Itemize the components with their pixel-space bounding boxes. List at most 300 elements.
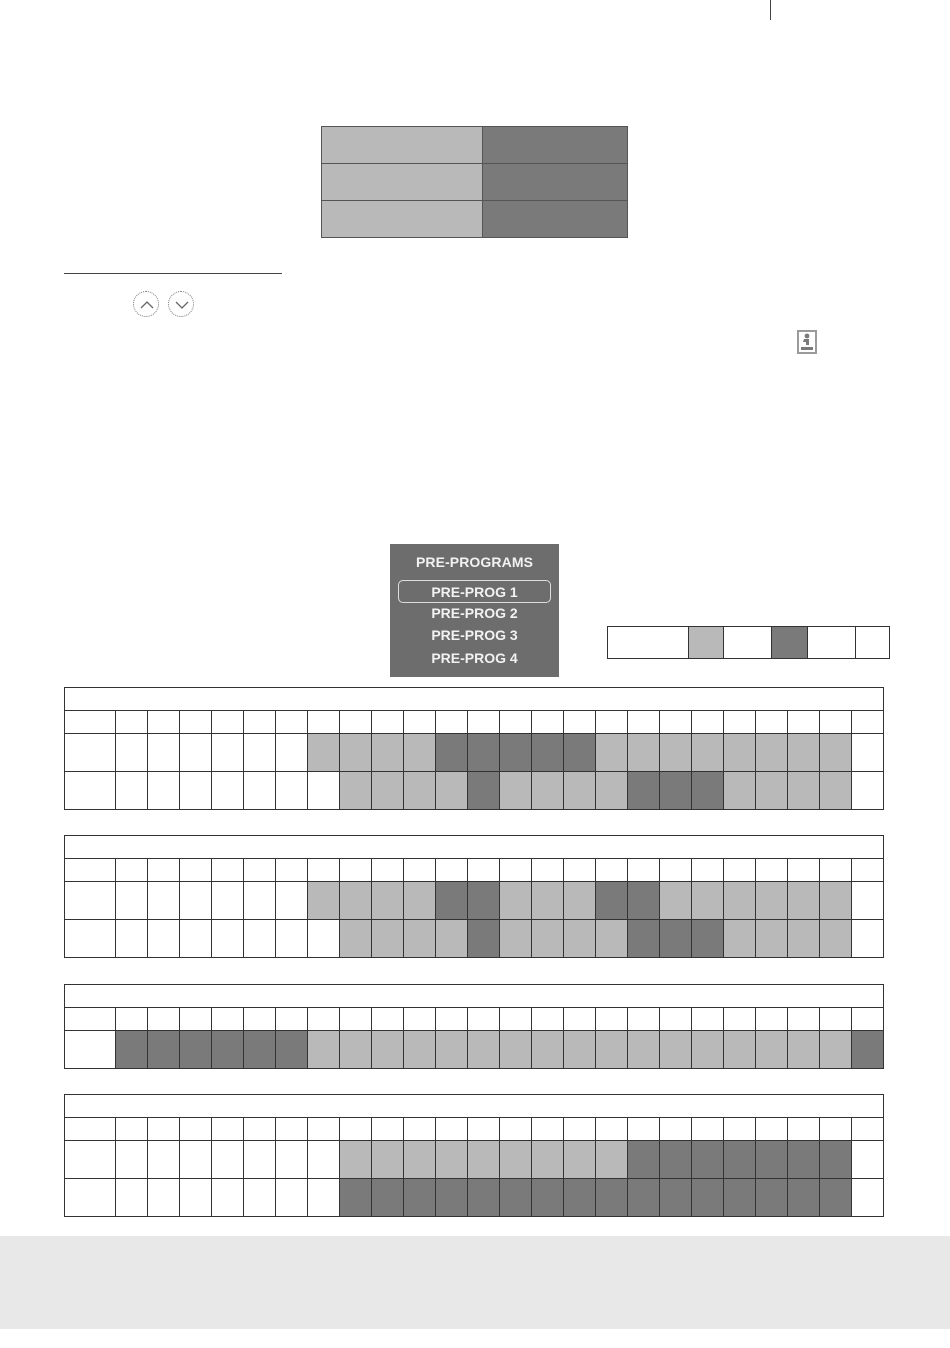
schedule-slot — [756, 1141, 788, 1179]
schedule-slot — [564, 1179, 596, 1217]
hour-cell — [820, 1008, 852, 1031]
schedule-slot — [244, 734, 276, 772]
hour-cell — [660, 1118, 692, 1141]
schedule-slot — [308, 1031, 340, 1069]
hour-cell — [468, 1118, 500, 1141]
hour-cell — [436, 1118, 468, 1141]
hour-cell — [180, 859, 212, 882]
hour-cell — [244, 1118, 276, 1141]
info-cell — [322, 127, 483, 164]
schedule-slot — [308, 1141, 340, 1179]
day-label-cell — [65, 1118, 116, 1141]
schedule-slot — [404, 1031, 436, 1069]
schedule-slot — [628, 734, 660, 772]
hour-cell — [500, 1118, 532, 1141]
schedule-slot — [628, 1179, 660, 1217]
schedule-slot — [404, 1141, 436, 1179]
schedule-slot — [820, 920, 852, 958]
schedule-slot — [596, 1179, 628, 1217]
schedule-slot — [340, 1031, 372, 1069]
hour-cell — [724, 1118, 756, 1141]
hour-cell — [180, 1118, 212, 1141]
schedule-slot — [244, 772, 276, 810]
schedule-slot — [852, 920, 884, 958]
hour-cell — [628, 1118, 660, 1141]
schedule-slot — [788, 1141, 820, 1179]
info-cell — [483, 164, 628, 201]
schedule-slot — [180, 1141, 212, 1179]
schedule-slot — [660, 920, 692, 958]
schedule-slot — [660, 882, 692, 920]
schedule-slot — [660, 1031, 692, 1069]
hour-cell — [276, 711, 308, 734]
schedule-slot — [404, 882, 436, 920]
schedule-slot — [788, 920, 820, 958]
hour-cell — [852, 1008, 884, 1031]
schedule-slot — [660, 772, 692, 810]
hour-cell — [564, 1118, 596, 1141]
day-label-cell — [65, 859, 116, 882]
hour-cell — [212, 859, 244, 882]
hour-cell — [308, 1008, 340, 1031]
hour-cell — [756, 859, 788, 882]
schedule-slot — [564, 1141, 596, 1179]
schedule-slot — [212, 1031, 244, 1069]
schedule-slot — [500, 1179, 532, 1217]
hour-cell — [852, 859, 884, 882]
hour-cell — [404, 1118, 436, 1141]
schedule-slot — [564, 772, 596, 810]
schedule-slot — [276, 920, 308, 958]
schedule-slot — [148, 920, 180, 958]
legend-swatch — [724, 627, 772, 659]
schedule-title-cell — [65, 836, 884, 859]
schedule-slot — [724, 1031, 756, 1069]
menu-item-pre-prog-4[interactable]: PRE-PROG 4 — [431, 650, 518, 666]
hour-cell — [628, 711, 660, 734]
schedule-title-cell — [65, 985, 884, 1008]
hour-cell — [436, 711, 468, 734]
schedule-slot — [372, 734, 404, 772]
hour-cell — [276, 859, 308, 882]
schedule-slot — [308, 882, 340, 920]
schedule-table — [64, 687, 884, 810]
hour-cell — [500, 859, 532, 882]
schedule-slot — [340, 920, 372, 958]
hour-cell — [116, 1118, 148, 1141]
hour-cell — [788, 711, 820, 734]
hour-cell — [660, 1008, 692, 1031]
schedule-slot — [148, 1031, 180, 1069]
schedule-slot — [692, 1179, 724, 1217]
hour-cell — [212, 1008, 244, 1031]
schedule-slot — [596, 1031, 628, 1069]
hour-cell — [372, 1118, 404, 1141]
schedule-slot — [372, 1179, 404, 1217]
schedule-slot — [820, 734, 852, 772]
schedule-slot — [436, 1031, 468, 1069]
hour-cell — [788, 859, 820, 882]
schedule-slot — [564, 734, 596, 772]
schedule-slot — [276, 772, 308, 810]
schedule-slot — [660, 1179, 692, 1217]
hour-cell — [308, 859, 340, 882]
schedule-slot — [212, 1179, 244, 1217]
schedule-slot — [692, 920, 724, 958]
hour-cell — [340, 1008, 372, 1031]
schedule-slot — [180, 882, 212, 920]
schedule-slot — [116, 1031, 148, 1069]
schedule-slot — [468, 1031, 500, 1069]
hour-cell — [308, 711, 340, 734]
hour-cell — [340, 1118, 372, 1141]
margin-line — [770, 0, 771, 20]
hour-cell — [724, 1008, 756, 1031]
hour-cell — [756, 1118, 788, 1141]
schedule-slot — [340, 1141, 372, 1179]
schedule-slot — [244, 1031, 276, 1069]
schedule-slot — [564, 1031, 596, 1069]
schedule-slot — [532, 734, 564, 772]
schedule-title-cell — [65, 688, 884, 711]
hour-cell — [596, 859, 628, 882]
schedule-slot — [852, 1141, 884, 1179]
hour-cell — [596, 711, 628, 734]
hour-cell — [660, 711, 692, 734]
hour-cell — [564, 859, 596, 882]
schedule-slot — [116, 1179, 148, 1217]
schedule-slot — [212, 734, 244, 772]
schedule-slot — [596, 772, 628, 810]
schedule-slot — [180, 1179, 212, 1217]
schedule-title-cell — [65, 1095, 884, 1118]
schedule-slot — [468, 1179, 500, 1217]
schedule-slot — [852, 734, 884, 772]
schedule-slot — [724, 772, 756, 810]
hour-cell — [468, 711, 500, 734]
hour-cell — [852, 711, 884, 734]
schedule-slot — [436, 920, 468, 958]
schedule-slot — [308, 1179, 340, 1217]
legend-swatch — [608, 627, 689, 659]
schedule-slot — [692, 1141, 724, 1179]
hour-cell — [724, 711, 756, 734]
schedule-slot — [276, 1141, 308, 1179]
info-cell — [322, 201, 483, 238]
hour-cell — [660, 859, 692, 882]
hour-cell — [532, 711, 564, 734]
hour-cell — [180, 1008, 212, 1031]
schedule-slot — [372, 1141, 404, 1179]
hour-cell — [692, 1118, 724, 1141]
schedule-slot — [436, 734, 468, 772]
schedule-slot — [212, 1141, 244, 1179]
schedule-slot — [244, 920, 276, 958]
schedule-slot — [276, 1031, 308, 1069]
schedule-slot — [756, 734, 788, 772]
info-table — [321, 126, 628, 238]
hour-cell — [756, 711, 788, 734]
schedule-slot — [692, 734, 724, 772]
menu-item-pre-prog-3[interactable]: PRE-PROG 3 — [431, 627, 518, 643]
day-label-cell — [65, 711, 116, 734]
schedule-slot — [180, 1031, 212, 1069]
menu-item-pre-prog-2[interactable]: PRE-PROG 2 — [431, 605, 518, 621]
schedule-slot — [500, 734, 532, 772]
hour-cell — [500, 1008, 532, 1031]
schedule-slot — [468, 920, 500, 958]
schedule-slot — [116, 1141, 148, 1179]
schedule-slot — [500, 920, 532, 958]
schedule-slot — [468, 882, 500, 920]
schedule-slot — [404, 734, 436, 772]
schedule-slot — [116, 920, 148, 958]
hour-cell — [404, 711, 436, 734]
hour-cell — [276, 1008, 308, 1031]
hour-cell — [692, 1008, 724, 1031]
schedule-slot — [404, 920, 436, 958]
schedule-slot — [756, 920, 788, 958]
schedule-slot — [340, 734, 372, 772]
schedule-slot — [244, 1141, 276, 1179]
hour-cell — [244, 859, 276, 882]
hour-cell — [596, 1118, 628, 1141]
schedule-table — [64, 1094, 884, 1217]
schedule-slot — [724, 920, 756, 958]
schedule-slot — [436, 772, 468, 810]
hour-cell — [148, 711, 180, 734]
hour-cell — [404, 859, 436, 882]
schedule-slot — [308, 920, 340, 958]
info-cell — [483, 127, 628, 164]
schedule-slot — [724, 734, 756, 772]
schedule-slot — [820, 1031, 852, 1069]
schedule-slot — [532, 772, 564, 810]
hour-cell — [212, 1118, 244, 1141]
hour-cell — [756, 1008, 788, 1031]
schedule-slot — [628, 882, 660, 920]
legend-swatch — [808, 627, 856, 659]
schedule-slot — [244, 882, 276, 920]
schedule-slot — [148, 772, 180, 810]
schedule-slot — [852, 1031, 884, 1069]
hour-cell — [532, 1118, 564, 1141]
schedule-slot — [180, 734, 212, 772]
schedule-slot — [660, 734, 692, 772]
day-label-cell — [65, 772, 116, 810]
schedule-slot — [596, 882, 628, 920]
hour-cell — [372, 859, 404, 882]
hour-cell — [436, 859, 468, 882]
hour-cell — [148, 1118, 180, 1141]
schedule-slot — [372, 920, 404, 958]
schedule-slot — [180, 920, 212, 958]
day-label-cell — [65, 1031, 116, 1069]
schedule-slot — [660, 1141, 692, 1179]
info-cell — [322, 164, 483, 201]
schedule-slot — [436, 882, 468, 920]
schedule-slot — [692, 1031, 724, 1069]
schedule-slot — [500, 772, 532, 810]
hour-cell — [404, 1008, 436, 1031]
hour-cell — [788, 1008, 820, 1031]
hour-cell — [372, 711, 404, 734]
hour-cell — [628, 859, 660, 882]
hour-cell — [276, 1118, 308, 1141]
hour-cell — [212, 711, 244, 734]
day-label-cell — [65, 920, 116, 958]
pre-programs-menu — [390, 544, 559, 677]
schedule-slot — [820, 1179, 852, 1217]
legend-swatch — [772, 627, 808, 659]
schedule-slot — [500, 1031, 532, 1069]
hour-cell — [820, 1118, 852, 1141]
hour-cell — [116, 711, 148, 734]
hour-cell — [436, 1008, 468, 1031]
hour-cell — [532, 859, 564, 882]
schedule-slot — [404, 772, 436, 810]
hour-cell — [244, 711, 276, 734]
schedule-slot — [820, 882, 852, 920]
schedule-slot — [532, 1179, 564, 1217]
schedule-slot — [596, 1141, 628, 1179]
section-rule — [64, 273, 282, 274]
standby-person-icon — [797, 330, 817, 359]
schedule-slot — [852, 772, 884, 810]
hour-cell — [564, 711, 596, 734]
schedule-slot — [436, 1141, 468, 1179]
schedule-table — [64, 984, 884, 1069]
schedule-slot — [564, 920, 596, 958]
schedule-slot — [340, 772, 372, 810]
schedule-slot — [372, 772, 404, 810]
hour-cell — [724, 859, 756, 882]
schedule-slot — [596, 734, 628, 772]
footer-band — [0, 1236, 950, 1329]
hour-cell — [468, 859, 500, 882]
schedule-slot — [308, 734, 340, 772]
schedule-slot — [308, 772, 340, 810]
schedule-slot — [212, 882, 244, 920]
schedule-slot — [756, 772, 788, 810]
schedule-slot — [116, 882, 148, 920]
hour-cell — [340, 859, 372, 882]
hour-cell — [468, 1008, 500, 1031]
hour-cell — [820, 859, 852, 882]
hour-cell — [244, 1008, 276, 1031]
schedule-slot — [340, 1179, 372, 1217]
menu-title: PRE-PROGRAMS — [415, 554, 534, 570]
schedule-slot — [276, 882, 308, 920]
schedule-slot — [820, 1141, 852, 1179]
day-label-cell — [65, 882, 116, 920]
hour-cell — [628, 1008, 660, 1031]
schedule-slot — [372, 882, 404, 920]
schedule-slot — [692, 772, 724, 810]
schedule-slot — [532, 882, 564, 920]
schedule-slot — [756, 1031, 788, 1069]
hour-cell — [116, 1008, 148, 1031]
legend-swatch — [689, 627, 724, 659]
schedule-slot — [788, 882, 820, 920]
schedule-slot — [500, 1141, 532, 1179]
schedule-slot — [564, 882, 596, 920]
schedule-slot — [148, 1141, 180, 1179]
schedule-slot — [788, 1031, 820, 1069]
schedule-slot — [500, 882, 532, 920]
hour-cell — [852, 1118, 884, 1141]
schedule-slot — [788, 772, 820, 810]
schedule-slot — [628, 1141, 660, 1179]
schedule-slot — [820, 772, 852, 810]
hour-cell — [596, 1008, 628, 1031]
schedule-slot — [724, 882, 756, 920]
hour-cell — [372, 1008, 404, 1031]
schedule-slot — [756, 1179, 788, 1217]
down-button[interactable] — [168, 291, 194, 317]
schedule-slot — [724, 1141, 756, 1179]
schedule-slot — [212, 772, 244, 810]
info-cell — [483, 201, 628, 238]
legend-swatch — [856, 627, 890, 659]
day-label-cell — [65, 1179, 116, 1217]
color-legend — [607, 626, 890, 659]
schedule-slot — [148, 734, 180, 772]
schedule-slot — [372, 1031, 404, 1069]
schedule-slot — [148, 1179, 180, 1217]
schedule-slot — [468, 1141, 500, 1179]
schedule-slot — [180, 772, 212, 810]
schedule-slot — [756, 882, 788, 920]
hour-cell — [788, 1118, 820, 1141]
schedule-slot — [468, 772, 500, 810]
schedule-slot — [436, 1179, 468, 1217]
schedule-slot — [532, 1141, 564, 1179]
schedule-slot — [276, 1179, 308, 1217]
schedule-slot — [852, 1179, 884, 1217]
schedule-slot — [532, 920, 564, 958]
hour-cell — [692, 711, 724, 734]
day-label-cell — [65, 1008, 116, 1031]
schedule-slot — [596, 920, 628, 958]
hour-cell — [308, 1118, 340, 1141]
schedule-slot — [692, 882, 724, 920]
hour-cell — [692, 859, 724, 882]
schedule-slot — [116, 772, 148, 810]
schedule-slot — [148, 882, 180, 920]
schedule-slot — [276, 734, 308, 772]
schedule-slot — [244, 1179, 276, 1217]
hour-cell — [180, 711, 212, 734]
schedule-slot — [788, 1179, 820, 1217]
hour-cell — [532, 1008, 564, 1031]
hour-cell — [340, 711, 372, 734]
up-button[interactable] — [133, 291, 159, 317]
schedule-slot — [116, 734, 148, 772]
hour-cell — [820, 711, 852, 734]
schedule-table — [64, 835, 884, 958]
menu-item-pre-prog-1[interactable]: PRE-PROG 1 — [398, 580, 551, 603]
hour-cell — [116, 859, 148, 882]
schedule-slot — [532, 1031, 564, 1069]
schedule-slot — [628, 1031, 660, 1069]
schedule-slot — [468, 734, 500, 772]
hour-cell — [148, 859, 180, 882]
schedule-slot — [404, 1179, 436, 1217]
day-label-cell — [65, 734, 116, 772]
schedule-slot — [212, 920, 244, 958]
schedule-slot — [628, 920, 660, 958]
